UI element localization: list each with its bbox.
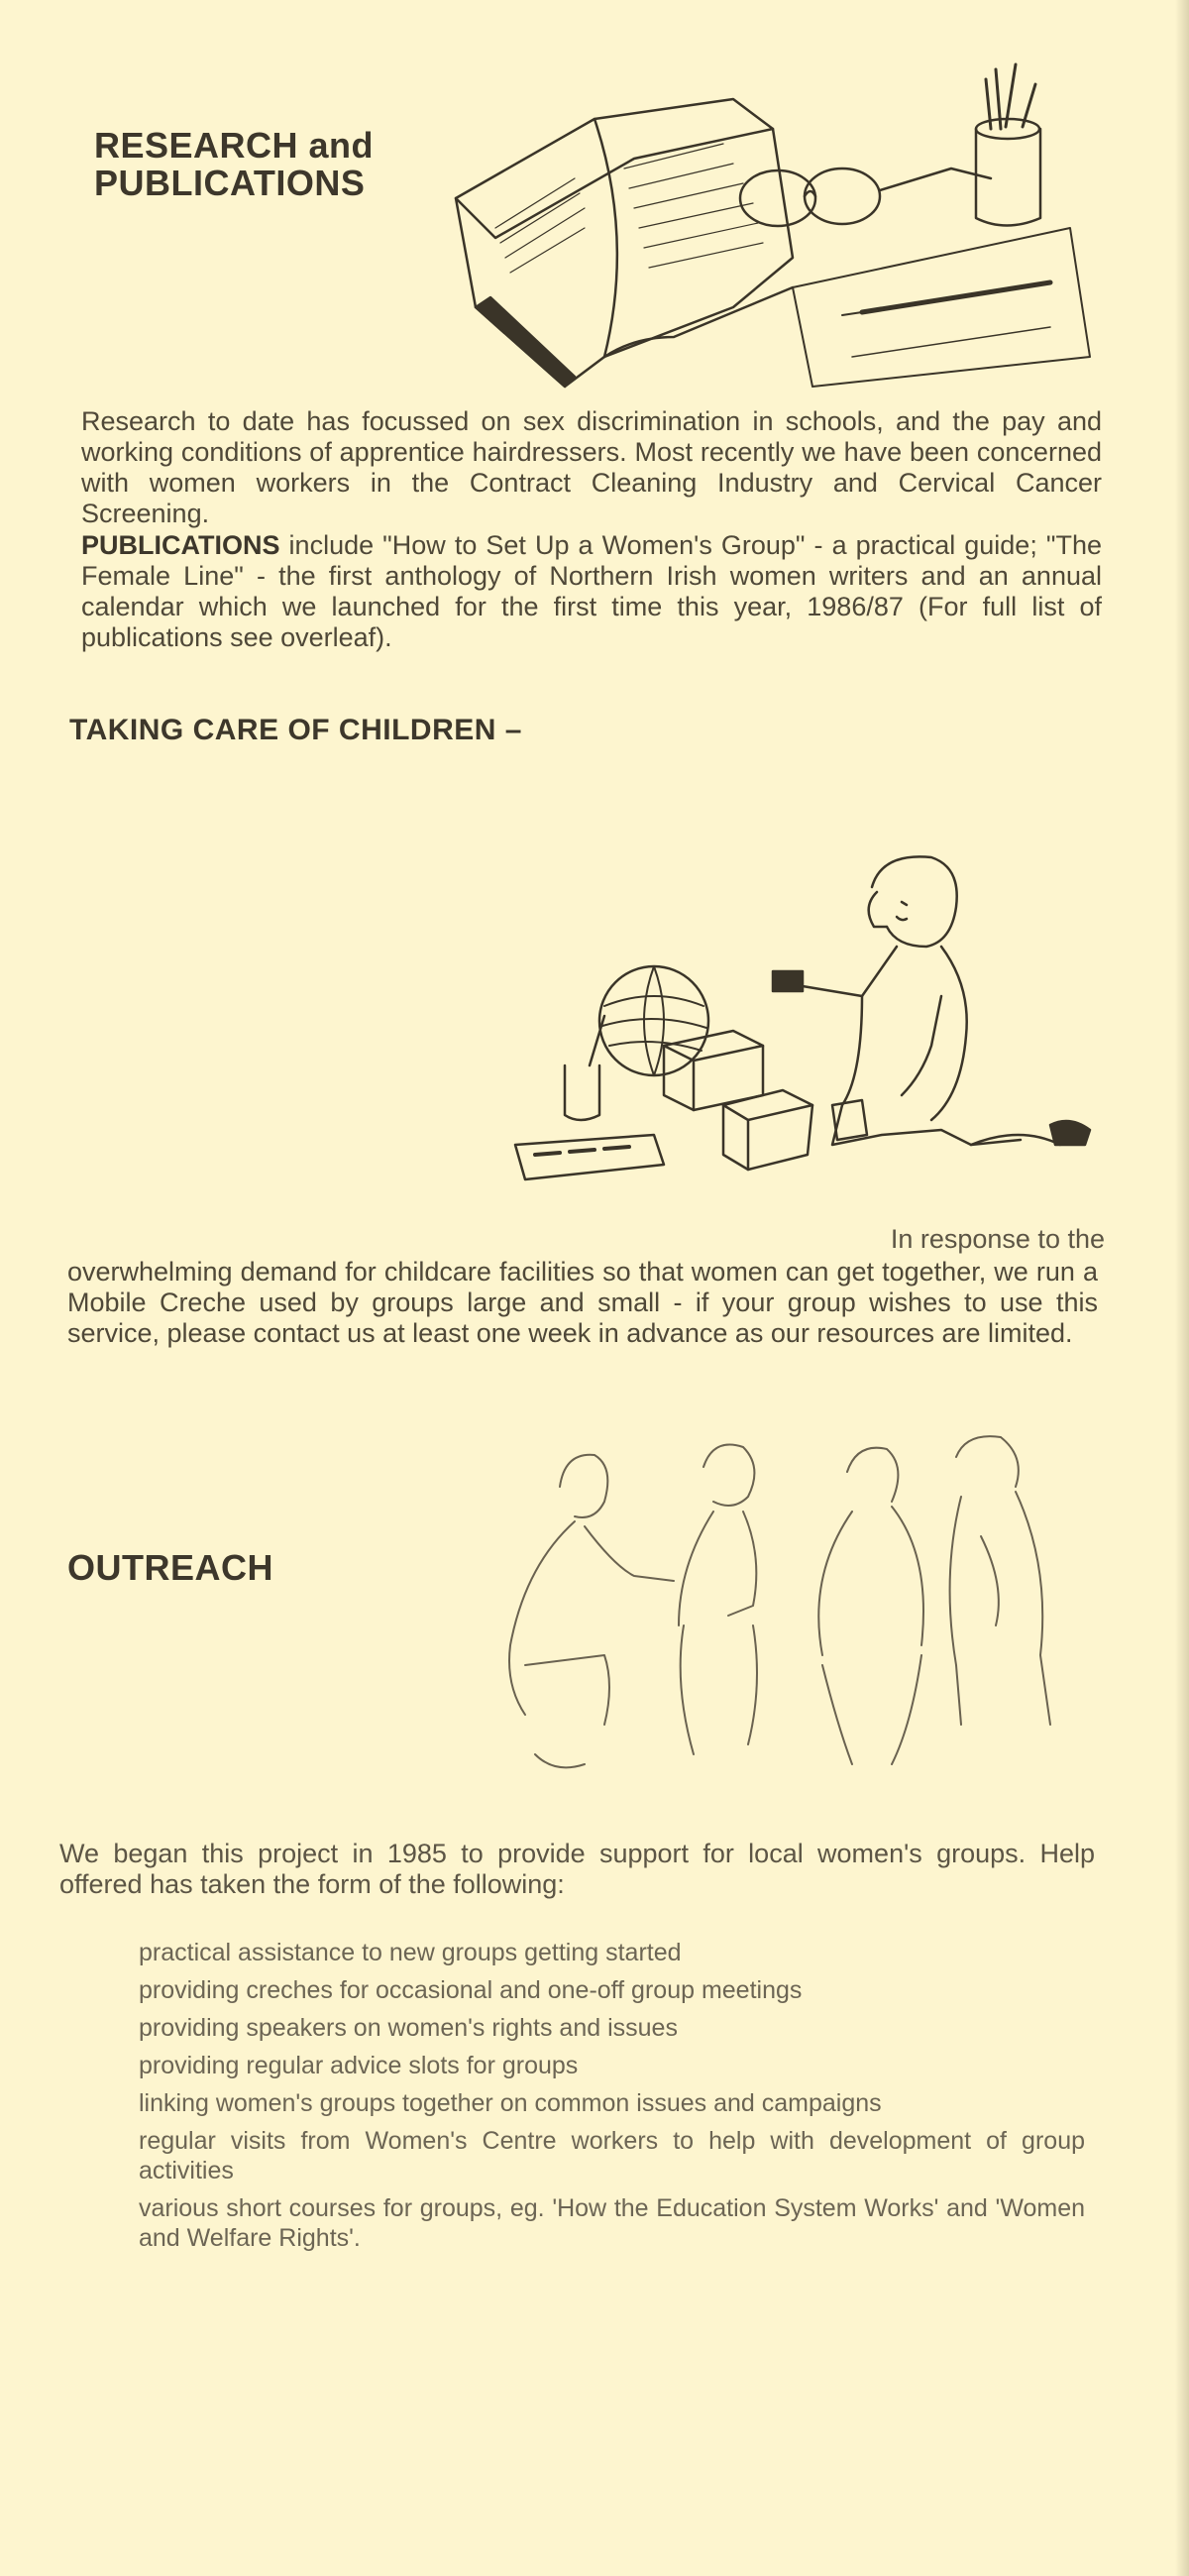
list-item: providing speakers on women's rights and issues xyxy=(139,2014,678,2042)
childcare-paragraph: overwhelming demand for childcare facilities so that women can get together, we run a Mobile Creche used by groups large and small - if your group wishes to use this service, please contact us at least one week in advance as our resources are limited. xyxy=(67,1257,1098,1348)
list-item: providing creches for occasional and one-off group meetings xyxy=(139,1976,803,2004)
list-item: practical assistance to new groups getting started xyxy=(139,1939,682,1966)
list-item: providing regular advice slots for groups xyxy=(139,2052,579,2079)
child-playing-with-toys-illustration xyxy=(505,847,1149,1244)
research-heading-line1: RESEARCH and xyxy=(94,125,375,166)
outreach-list xyxy=(139,1938,1085,2261)
publications-text: include "How to Set Up a Women's Group" - a practical guide; "The Female Line" - the first anthology of Northern Irish women writers and an annual calendar which we launched for the first time this year, 1986/87 (For full list of publications see overleaf). xyxy=(81,530,1102,652)
childcare-paragraph-lead: In response to the xyxy=(890,1224,1105,1254)
list-item: regular visits from Women's Centre workers to help with development of group activities xyxy=(139,2127,1085,2184)
list-item: various short courses for groups, eg. 'How the Education System Works' and 'Women and Welfare Rights'. xyxy=(139,2194,1085,2252)
research-heading-line2: PUBLICATIONS xyxy=(94,163,366,203)
outreach-heading: OUTREACH xyxy=(67,1547,273,1588)
open-book-glasses-pencils-illustration xyxy=(436,59,1100,401)
publications-paragraph xyxy=(81,530,1102,653)
research-heading xyxy=(94,127,374,202)
publications-lead: PUBLICATIONS xyxy=(81,530,280,560)
group-of-women-sketch-illustration xyxy=(466,1427,1060,1794)
childcare-heading: TAKING CARE OF CHILDREN – xyxy=(69,714,522,746)
page-edge-shadow xyxy=(1175,0,1189,2576)
list-item: linking women's groups together on common issues and campaigns xyxy=(139,2089,882,2117)
research-paragraph: Research to date has focussed on sex discrimination in schools, and the pay and working conditions of apprentice hairdressers. Most recently we have been concerned with women workers in the Contract Cleaning Industry and Cervical Cancer Screening. xyxy=(81,406,1102,528)
outreach-intro: We began this project in 1985 to provide support for local women's groups. Help offered has taken the form of the following: xyxy=(59,1839,1095,1899)
